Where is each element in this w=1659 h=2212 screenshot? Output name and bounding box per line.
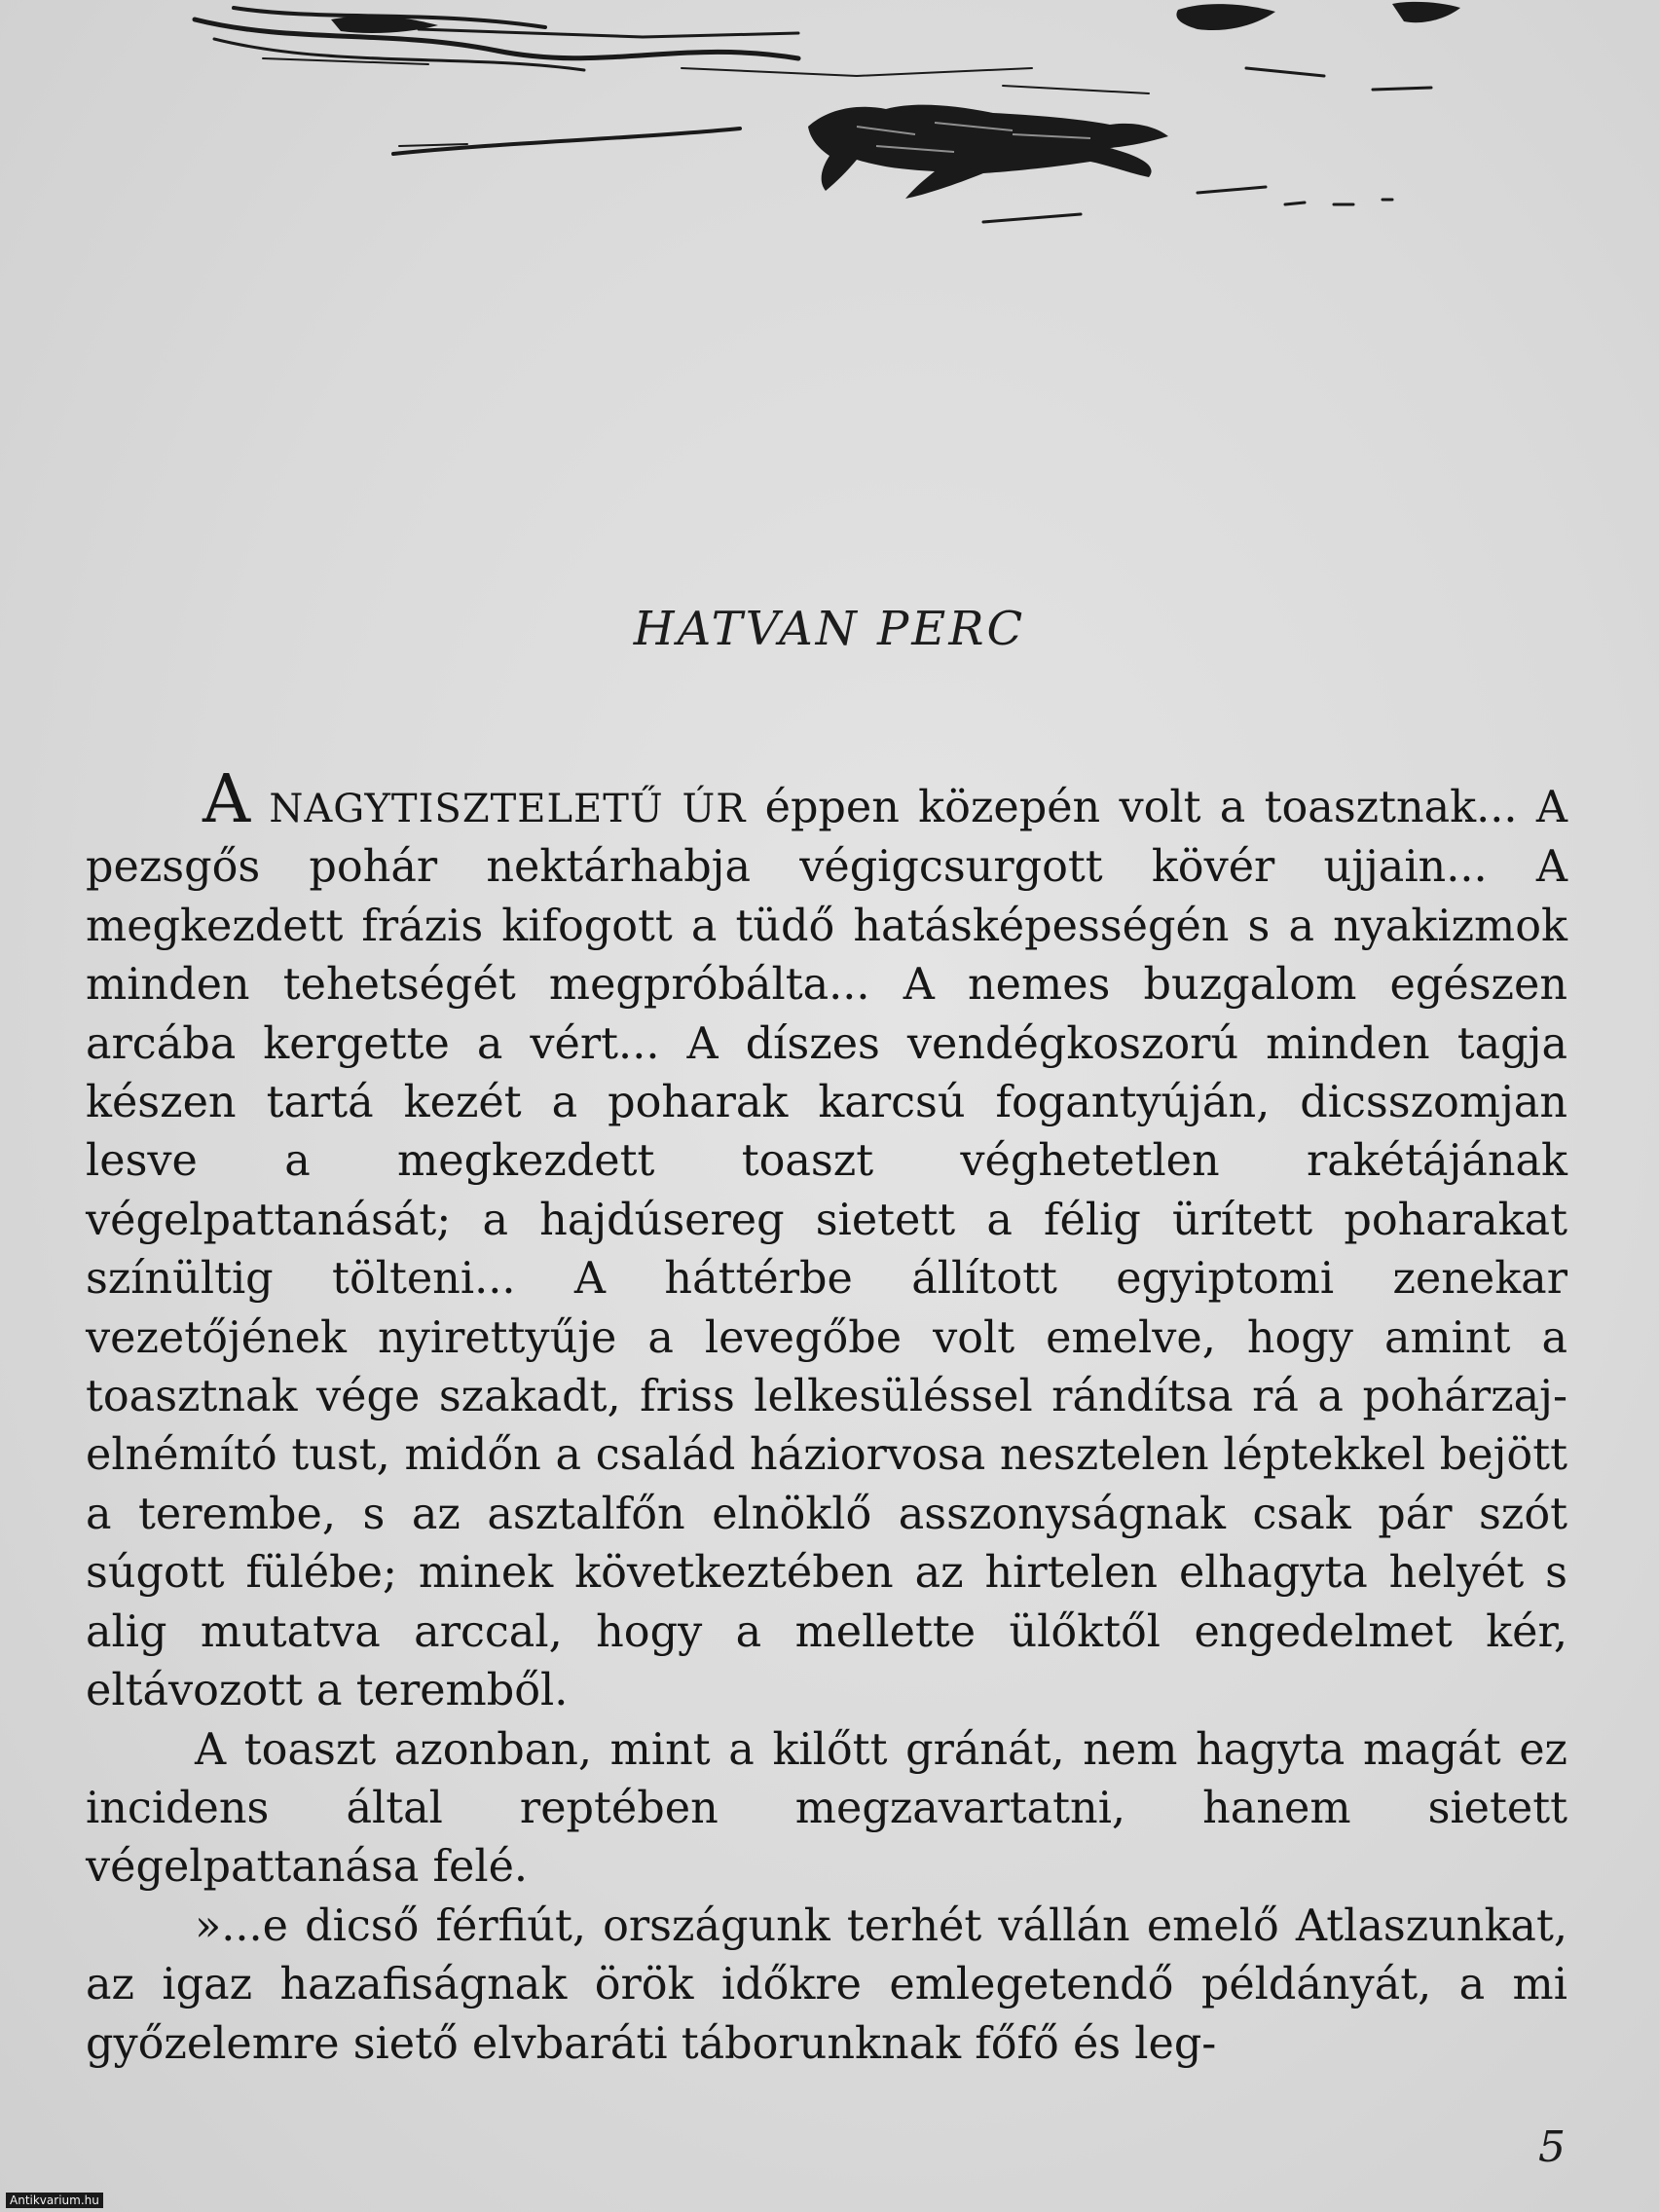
paragraph-3: »...e dicső férfiút, országunk terhét vállán emelő Atlaszunkat, az igaz hazafiságnak örök időkre emlegetendő példányát, a mi győzelemre siető elvbaráti táborunknak főfő és leg- bbox=[86, 1900, 1567, 2069]
paragraph-lead: NAGYTISZTELETŰ ÚR bbox=[269, 787, 747, 831]
page-number: 5 bbox=[1538, 2122, 1566, 2172]
paragraph-2: A toaszt azonban, mint a kilőtt gránát, nem hagyta magát ez incidens által reptében megzavartatni, hanem sietett végelpattanása felé. bbox=[86, 1724, 1567, 1893]
running-wolf bbox=[808, 105, 1168, 199]
wolf-illustration-icon bbox=[175, 0, 1577, 273]
paragraph-1 bbox=[86, 761, 1567, 1721]
paragraph-1-text: éppen közepén volt a toasztnak... A pezsgős pohár nektárhabja végigcsurgott kövér ujjain... A megkezdett frázis kifogott a tüdő hatásképességén s a nyakizmok minden tehetségét megpróbálta... A nemes buzgalom egészen arcába kergette a vért... A díszes vendégkoszorú minden tagja készen tartá kezét a poharak karcsú fogantyúján, dicsszomjan lesve a megkezdett toaszt véghetetlen rakétájának végelpattanását; a hajdúsereg sietett a félig ürített poharakat színültig tölteni... A háttérbe állított egyiptomi zenekar vezetőjének nyirettyűje a levegőbe volt emelve, hogy amint a toasztnak vége szakadt, friss lelkesüléssel rándítsa rá a pohárzaj-elnémító tust, midőn a család háziorvosa nesztelen léptekkel bejött a terembe, s az asztalfőn elnöklő asszonyságnak csak pár szót súgott fülébe; minek következtében az hirtelen elhagyta helyét s alig mutatva arccal, hogy a mellette ülőktől engedelmet kér, eltávozott a teremből. bbox=[86, 783, 1567, 1716]
chapter-title: HATVAN PERC bbox=[633, 602, 1026, 656]
body-text bbox=[86, 761, 1567, 2074]
watermark: Antikvarium.hu bbox=[6, 2193, 103, 2208]
drop-cap: A bbox=[203, 761, 251, 838]
